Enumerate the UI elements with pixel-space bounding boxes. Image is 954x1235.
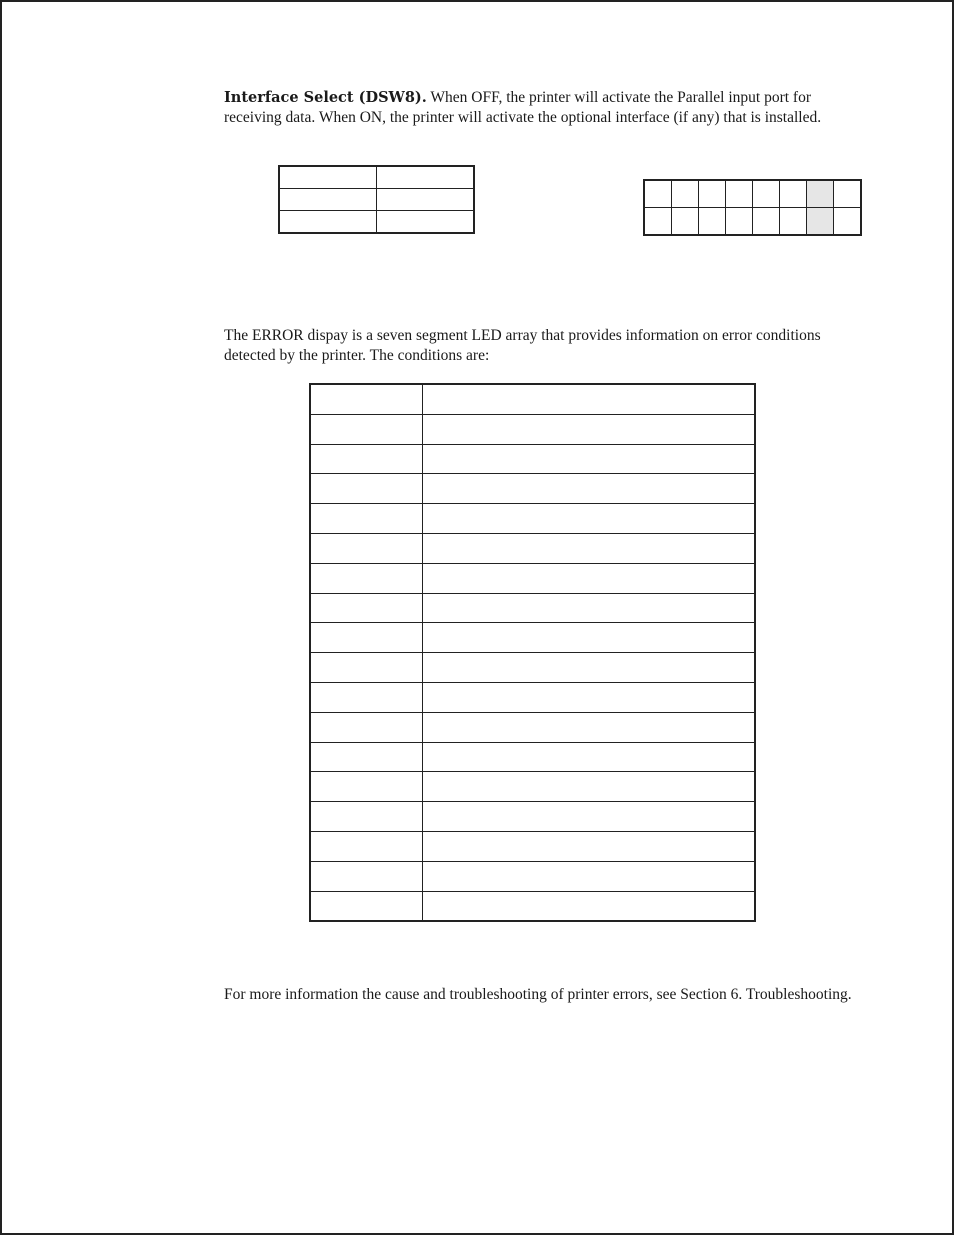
table-cell — [423, 802, 756, 832]
table-row — [310, 444, 755, 474]
table-row — [310, 533, 755, 563]
table-row — [310, 593, 755, 623]
table-row — [310, 504, 755, 534]
table-cell — [310, 623, 423, 653]
table-cell — [780, 180, 807, 208]
table-cell — [780, 208, 807, 236]
table-cell — [699, 208, 726, 236]
table-row — [310, 653, 755, 683]
table-cell — [423, 384, 756, 414]
more-info-paragraph: For more information the cause and troubleshooting of printer errors, see Section 6. Troubleshooting. — [224, 986, 852, 1003]
table-cell — [423, 861, 756, 891]
table-row — [310, 474, 755, 504]
dsw8-setting-table — [278, 165, 475, 234]
table-cell — [310, 474, 423, 504]
interface-select-heading: Interface Select (DSW8). — [224, 89, 427, 106]
table-cell — [726, 208, 753, 236]
table-cell — [423, 563, 756, 593]
table-row — [310, 831, 755, 861]
error-conditions-table — [309, 383, 756, 922]
table-cell — [310, 533, 423, 563]
table-row — [310, 742, 755, 772]
table-cell — [279, 211, 377, 234]
table-row — [279, 189, 474, 211]
table-row — [644, 208, 861, 236]
table-row — [310, 384, 755, 414]
table-cell — [423, 444, 756, 474]
table-cell — [377, 189, 475, 211]
table-cell — [807, 208, 834, 236]
table-row — [310, 682, 755, 712]
table-cell — [279, 166, 377, 189]
table-cell — [310, 712, 423, 742]
table-cell — [310, 891, 423, 921]
table-cell — [423, 474, 756, 504]
interface-select-paragraph — [224, 88, 854, 128]
error-display-paragraph: The ERROR dispay is a seven segment LED array that provides information on error conditions detected by the printer. The conditions are: — [224, 327, 821, 364]
table-cell — [753, 180, 780, 208]
table-row — [310, 563, 755, 593]
table-row — [279, 166, 474, 189]
table-cell — [423, 682, 756, 712]
table-cell — [310, 772, 423, 802]
table-cell — [377, 166, 475, 189]
table-row — [279, 211, 474, 234]
table-cell — [310, 682, 423, 712]
table-cell — [310, 504, 423, 534]
table-cell — [423, 504, 756, 534]
table-row — [310, 861, 755, 891]
table-cell — [310, 444, 423, 474]
table-cell — [726, 180, 753, 208]
table-row — [310, 772, 755, 802]
table-cell — [310, 593, 423, 623]
table-cell — [423, 742, 756, 772]
table-cell — [310, 563, 423, 593]
table-cell — [279, 189, 377, 211]
table-cell — [672, 208, 699, 236]
table-row — [310, 802, 755, 832]
table-cell — [753, 208, 780, 236]
table-cell — [644, 208, 672, 236]
dip-switch-grid — [643, 179, 862, 236]
table-cell — [377, 211, 475, 234]
table-cell — [423, 653, 756, 683]
table-cell — [423, 772, 756, 802]
table-cell — [310, 653, 423, 683]
table-cell — [310, 802, 423, 832]
table-row — [310, 414, 755, 444]
table-cell — [423, 533, 756, 563]
table-cell — [310, 831, 423, 861]
table-cell — [310, 384, 423, 414]
table-cell — [834, 208, 862, 236]
interface-select-text: When OFF, the printer will activate the Parallel input port for receiving data. When ON, the printer will activate the optional interface (if any) that is installed. — [224, 89, 822, 126]
table-cell — [644, 180, 672, 208]
table-cell — [423, 414, 756, 444]
table-cell — [310, 414, 423, 444]
table-row — [310, 712, 755, 742]
table-cell — [834, 180, 862, 208]
table-cell — [310, 742, 423, 772]
table-cell — [423, 623, 756, 653]
table-cell — [807, 180, 834, 208]
table-cell — [310, 861, 423, 891]
table-row — [310, 623, 755, 653]
table-row — [310, 891, 755, 921]
table-row — [644, 180, 861, 208]
table-cell — [423, 712, 756, 742]
table-cell — [423, 831, 756, 861]
table-cell — [423, 891, 756, 921]
table-cell — [423, 593, 756, 623]
table-cell — [699, 180, 726, 208]
table-cell — [672, 180, 699, 208]
